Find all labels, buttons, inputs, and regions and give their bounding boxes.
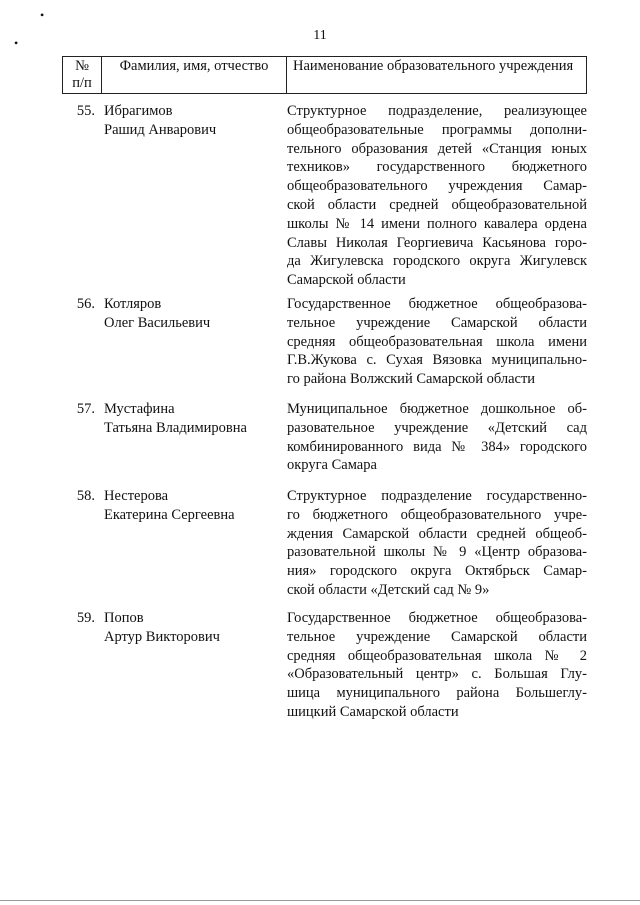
table-row bbox=[62, 487, 587, 600]
header-name-column: Фамилия, имя, отчество bbox=[102, 57, 287, 93]
table-header bbox=[62, 56, 587, 94]
row-number: 56. bbox=[76, 296, 95, 312]
org-line: разовательное учреждение «Детский сад bbox=[287, 419, 587, 436]
org-line: Государственное бюджетное общеобразова- bbox=[287, 296, 587, 312]
org-line: Структурное подразделение государственно- bbox=[287, 488, 587, 504]
org-line: тельного образования детей «Станция юных bbox=[287, 140, 587, 157]
given-names: Екатерина Сергеевна bbox=[104, 506, 235, 523]
organization-name bbox=[280, 400, 587, 475]
org-line: общеобразовательного учреждения Самар- bbox=[287, 178, 587, 195]
org-line: ской области средней общеобразовательной bbox=[287, 196, 587, 213]
header-organization-column: Наименование образовательного учреждения bbox=[293, 58, 574, 74]
org-line: Г.В.Жукова с. Сухая Вязовка муниципально- bbox=[287, 352, 587, 369]
row-number: 57. bbox=[76, 401, 95, 417]
org-line: го бюджетного общеобразовательного учре- bbox=[287, 506, 587, 523]
org-line: ния» городского округа Октябрьск Самар- bbox=[287, 563, 587, 580]
surname: Ибрагимов bbox=[104, 103, 173, 119]
row-number: 58. bbox=[76, 488, 95, 504]
org-line: комбинированного вида № 384» городского bbox=[287, 438, 587, 455]
org-line: средняя общеобразовательная школа № 2 bbox=[287, 647, 587, 664]
org-line: разовательной школы № 9 «Центр образова- bbox=[287, 544, 587, 561]
org-line: техников» государственного бюджетного bbox=[287, 159, 587, 176]
given-names: Рашид Анварович bbox=[104, 121, 217, 138]
org-line: округа Самара bbox=[287, 457, 377, 474]
table-row bbox=[62, 295, 587, 389]
scan-edge-rule bbox=[0, 900, 640, 901]
table-row bbox=[62, 609, 587, 722]
row-number: 55. bbox=[76, 103, 95, 119]
person-name bbox=[95, 609, 280, 722]
person-name bbox=[95, 102, 280, 290]
org-line: средняя общеобразовательная школа имени bbox=[287, 333, 587, 350]
org-line: школы № 14 имени полного кавалера ордена bbox=[287, 215, 587, 232]
organization-name bbox=[280, 609, 587, 722]
org-line: «Образовательный центр» с. Большая Глу- bbox=[287, 666, 587, 683]
org-line: го района Волжский Самарской области bbox=[287, 371, 536, 388]
organization-name bbox=[280, 487, 587, 600]
org-line: Славы Николая Георгиевича Касьянова горо- bbox=[287, 234, 587, 251]
org-line: ждения Самарской области средней общеоб- bbox=[287, 525, 587, 542]
surname: Попов bbox=[104, 610, 144, 626]
row-number: 59. bbox=[76, 610, 95, 626]
org-line: общеобразовательные программы дополни- bbox=[287, 121, 587, 138]
org-line: да Жигулевска городского округа Жигулевск bbox=[287, 253, 587, 270]
given-names: Артур Викторович bbox=[104, 628, 220, 645]
org-line: Самарской области bbox=[287, 272, 406, 289]
table-row bbox=[62, 102, 587, 290]
page-number: 11 bbox=[313, 28, 327, 43]
table-row bbox=[62, 400, 587, 475]
organization-name bbox=[280, 102, 587, 290]
person-name bbox=[95, 295, 280, 389]
header-number-sublabel: п/п bbox=[72, 75, 92, 91]
header-number-label: № bbox=[75, 58, 89, 74]
surname: Нестерова bbox=[104, 488, 169, 504]
surname: Котляров bbox=[104, 296, 162, 312]
given-names: Олег Васильевич bbox=[104, 314, 211, 331]
surname: Мустафина bbox=[104, 401, 175, 417]
given-names: Татьяна Владимировна bbox=[104, 419, 247, 436]
header-number-column bbox=[63, 57, 102, 93]
organization-name bbox=[280, 295, 587, 389]
org-line: шицкий Самарской области bbox=[287, 703, 459, 720]
org-line: шица муниципального района Большеглу- bbox=[287, 685, 587, 702]
org-line: Государственное бюджетное общеобразова- bbox=[287, 610, 587, 626]
org-line: тельное учреждение Самарской области bbox=[287, 628, 587, 645]
org-line: тельное учреждение Самарской области bbox=[287, 314, 587, 331]
person-name bbox=[95, 487, 280, 600]
person-name bbox=[95, 400, 280, 475]
org-line: Структурное подразделение, реализующее bbox=[287, 103, 587, 119]
scan-speck: • bbox=[14, 36, 19, 50]
org-line: ской области «Детский сад № 9» bbox=[287, 581, 490, 598]
scan-speck: • bbox=[40, 8, 45, 22]
org-line: Муниципальное бюджетное дошкольное об- bbox=[287, 401, 587, 417]
